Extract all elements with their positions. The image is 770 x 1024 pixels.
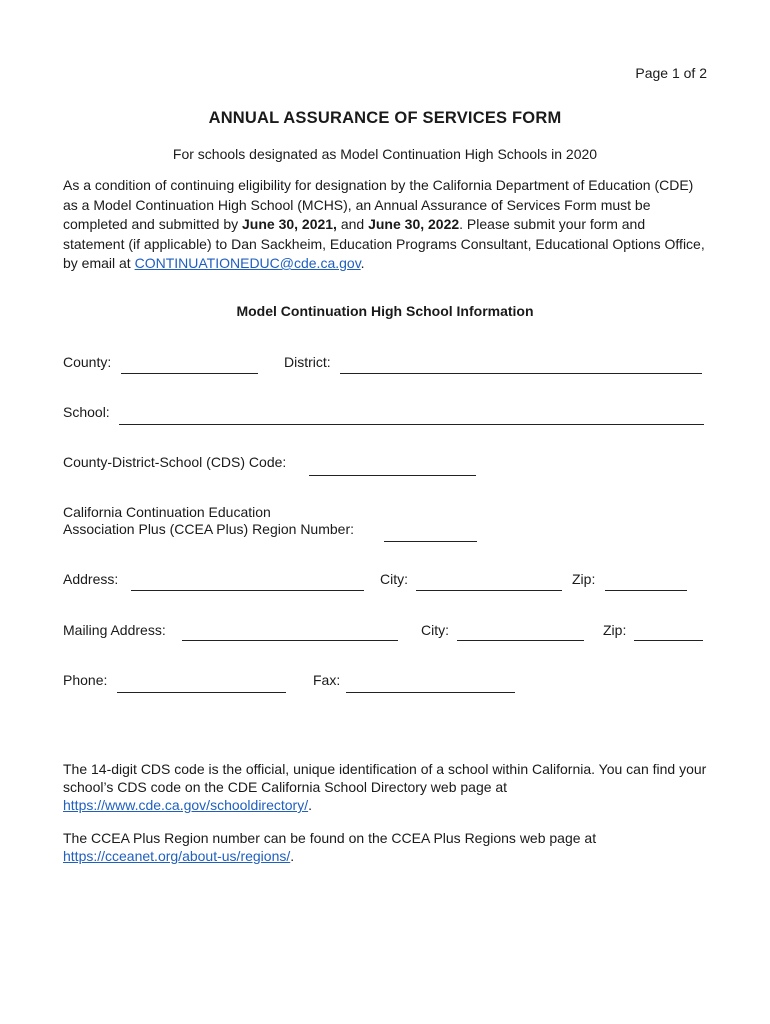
- address-label: Address:: [63, 571, 119, 587]
- ccea-label-line1: California Continuation Education: [63, 504, 271, 520]
- phone-field[interactable]: [117, 692, 286, 693]
- county-field[interactable]: [121, 373, 258, 374]
- mailing-zip-field[interactable]: [634, 640, 703, 641]
- city-field[interactable]: [416, 590, 562, 591]
- section-title: Model Continuation High School Information: [236, 303, 534, 319]
- mailing-city-field[interactable]: [457, 640, 584, 641]
- page-number: Page 1 of 2: [635, 65, 707, 81]
- email-link[interactable]: CONTINUATIONEDUC@cde.ca.gov: [134, 255, 361, 271]
- ccea-region-field[interactable]: [384, 541, 477, 542]
- school-directory-link[interactable]: https://www.cde.ca.gov/schooldirectory/: [63, 797, 309, 813]
- city-label: City:: [380, 571, 408, 587]
- ccea-note-text: The CCEA Plus Region number can be found on the CCEA Plus Regions web page at: [63, 830, 597, 846]
- mailing-zip-label: Zip:: [603, 622, 627, 638]
- ccea-note-end: .: [290, 848, 295, 864]
- ccea-note: [63, 829, 708, 865]
- zip-label: Zip:: [572, 571, 596, 587]
- address-field[interactable]: [131, 590, 364, 591]
- cds-note-text: The 14-digit CDS code is the official, unique identification of a school within California. You can find your school’s CDS code on the CDE California School Directory web page at: [63, 761, 707, 795]
- intro-paragraph: [63, 176, 708, 274]
- ccea-label-line2: Association Plus (CCEA Plus) Region Number:: [63, 521, 355, 537]
- school-field[interactable]: [119, 424, 704, 425]
- intro-text-3: . Please submit your form and statement (if applicable) to Dan Sackheim, Education Programs Consultant, Educational Options Office, by email at: [63, 216, 705, 271]
- county-label: County:: [63, 354, 112, 370]
- zip-field[interactable]: [605, 590, 687, 591]
- deadline-date-2: June 30, 2022: [368, 216, 460, 232]
- fax-label: Fax:: [313, 672, 341, 688]
- cds-code-field[interactable]: [309, 475, 476, 476]
- form-title: ANNUAL ASSURANCE OF SERVICES FORM: [208, 109, 562, 127]
- phone-label: Phone:: [63, 672, 108, 688]
- ccea-regions-link[interactable]: https://cceanet.org/about-us/regions/: [63, 848, 291, 864]
- cds-note: [63, 760, 708, 814]
- intro-text-2: and: [336, 216, 369, 232]
- fax-field[interactable]: [346, 692, 515, 693]
- cds-code-label: County-District-School (CDS) Code:: [63, 454, 287, 470]
- intro-text-4: .: [360, 255, 365, 271]
- intro-text-1: As a condition of continuing eligibility for designation by the California Department of Education (CDE) as a Model Continuation High School (MCHS), an Annual Assurance of Services Form must be completed and submitted by: [63, 177, 694, 232]
- school-label: School:: [63, 404, 110, 420]
- mailing-address-field[interactable]: [182, 640, 398, 641]
- district-label: District:: [284, 354, 331, 370]
- district-field[interactable]: [340, 373, 702, 374]
- deadline-date-1: June 30, 2021,: [242, 216, 337, 232]
- mailing-city-label: City:: [421, 622, 449, 638]
- cds-note-end: .: [308, 797, 312, 813]
- mailing-address-label: Mailing Address:: [63, 622, 166, 638]
- form-subtitle: For schools designated as Model Continuation High Schools in 2020: [172, 146, 598, 162]
